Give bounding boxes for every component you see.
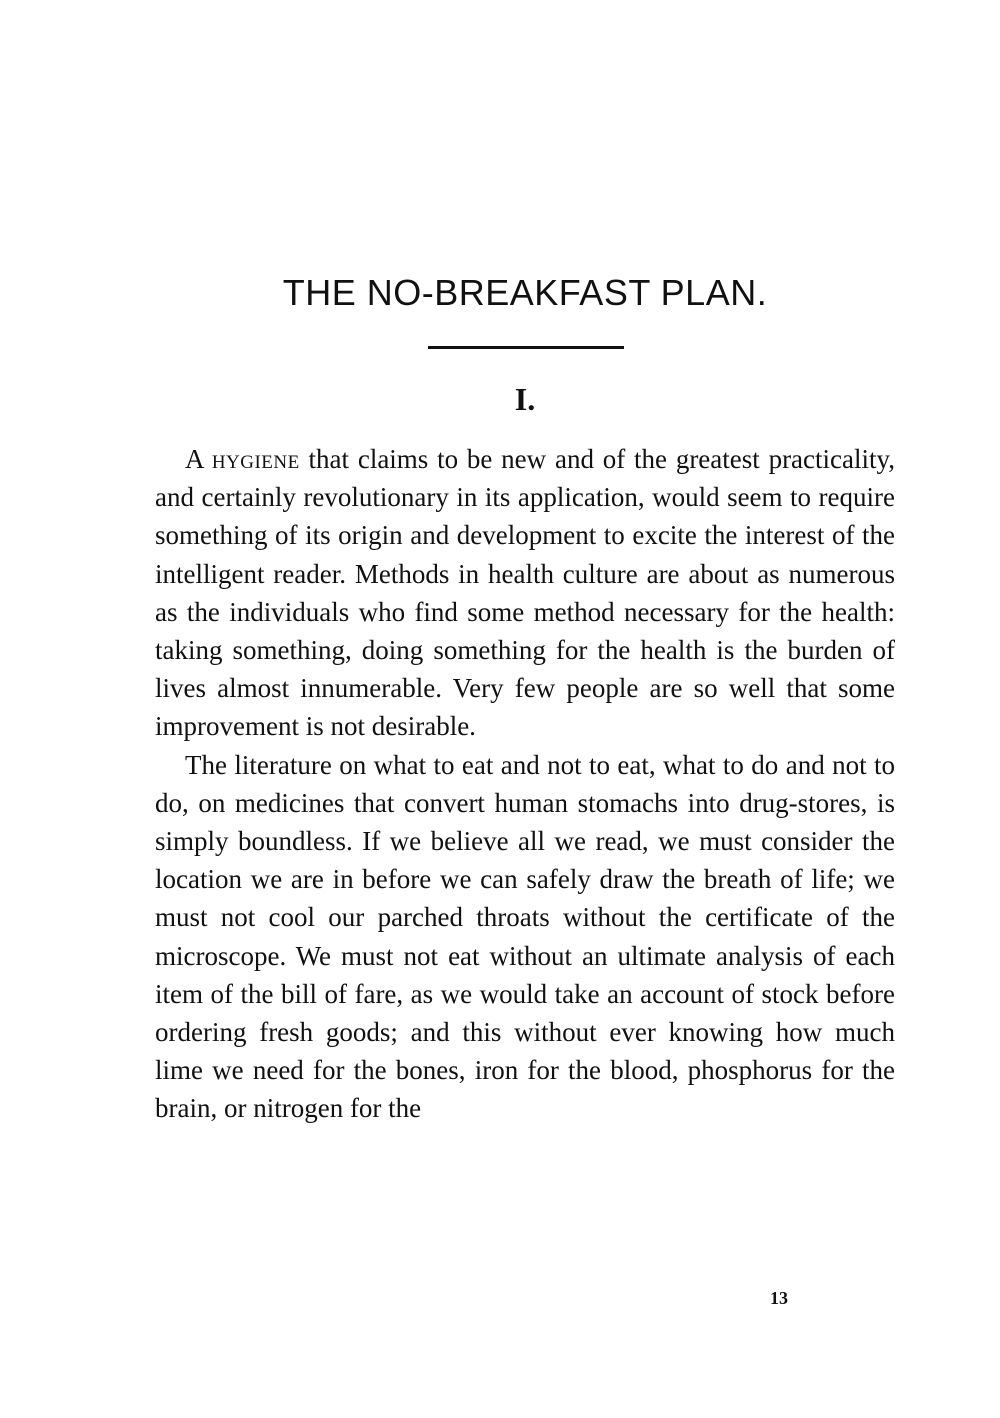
title-divider-rule — [428, 346, 624, 349]
paragraph-2 — [155, 746, 895, 1128]
paragraph-1-text: that claims to be new and of the greatest practicality, and certainly revolutionary in its application, would seem to require something of its origin and development to excite the interest of the intelligent reader. Methods in health culture are about as numerous as the individuals who find some method necessary for the health: taking something, doing something for the health is the burden of lives almost innumerable. Very few people are so well that some improvement is not desirable. — [155, 444, 895, 742]
paragraph-1-lead-word: A — [185, 444, 204, 474]
paragraph-1-smallcaps-word: hygiene — [211, 444, 300, 474]
paragraph-1 — [155, 440, 895, 746]
section-number: I. — [514, 381, 536, 417]
body-text — [155, 440, 895, 1128]
page-number: 13 — [770, 1288, 788, 1308]
paragraph-2-text: The literature on what to eat and not to eat, what to do and not to do, on medicines that convert human stomachs into drug-stores, is simply boundless. If we believe all we read, we must consider the location we are in before we can safely draw the breath of life; we must not cool our parched throats without the certificate of the microscope. We must not eat without an ultimate analysis of each item of the bill of fare, as we would take an account of stock before ordering fresh goods; and this without ever knowing how much lime we need for the bones, iron for the blood, phosphorus for the brain, or nitrogen for the — [155, 749, 895, 1124]
chapter-title: THE NO-BREAKFAST PLAN. — [282, 272, 768, 313]
